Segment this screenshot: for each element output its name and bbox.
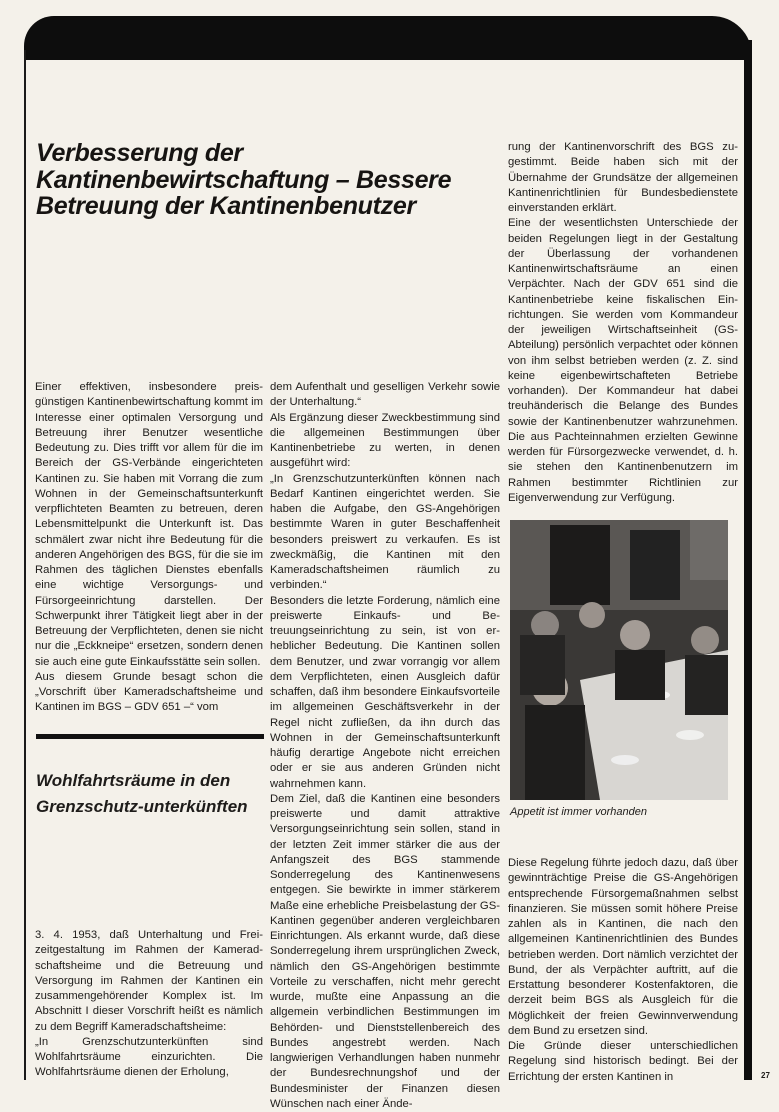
paragraph: Als Ergänzung dieser Zweckbestimmung sind die allgemeinen Bestimmungen über Kantinenbetriebe zu werten, in denen ausgeführt wird: [270,411,500,470]
paragraph: Die Gründe dieser unterschiedlichen Regelung sind historisch bedingt. Bei der Errichtung der ersten Kantinen in [508,1040,738,1083]
paragraph: „In Grenzschutzunterkünften sind Wohlfahrtsräume einzurichten. Die Wohlfahrtsräume dienen der Erholung, [35,1035,263,1079]
column-3-bottom [508,856,738,1085]
top-banner [24,16,752,60]
page-number: 27 [761,1071,770,1080]
canteen-photo [510,520,728,800]
left-border [24,50,26,1080]
column-1-top [35,380,263,716]
column-2 [270,380,500,1112]
paragraph: Diese Regelung führte jedoch dazu, daß über gewinnträchtige Preise die GS-Angehörigen entsprechende Fürsorgemaßnahmen selbst finanzieren. Sie müssen somit höhere Preise zahlen als in Kantinen, die nach den allgemeinen Kantinenrichtlinien des Bundes betrieben werden. Dort nämlich verzichtet der Bund, der als Verpächter auftritt, auf die Erstattung besonderer Kostenfaktoren, die derzeit beim BGS als Ausgleich für die Möglichkeit der freien Gewinnverwendung dem Bund zu ersetzen sind. [508,857,738,1037]
paragraph: 3. 4. 1953, daß Unterhaltung und Freizeitgestaltung im Rahmen der Kameradschaftsheime und die Betreuung und Versorgung im Rahmen der Kantinen ein zusammengehörender Komplex ist. Im Abschnitt I dieser Vorschrift heißt es nämlich zu dem Begriff Kameradschaftsheime: [35,929,263,1033]
paragraph: Aus diesem Grunde besagt schon die „Vorschrift über Kameradschaftsheime und Kantinen im BGS – GDV 651 –“ vom [35,670,263,714]
headline: Verbesserung der Kantinenbewirtschaftung – Bessere Betreuung der Kantinenbenutzer [36,139,452,220]
paragraph: „In Grenzschutzunterkünften können nach Bedarf Kantinen eingerichtet werden. Sie haben die Aufgabe, den GS-Angehörigen bestimmte Waren in guter Beschaffenheit besonders preiswert zu verkaufen. Es ist zweckmäßig, die Kantinen mit den Kameradschaftsheimen räumlich zu verbinden.“ [270,472,500,592]
paragraph: Dem Ziel, daß die Kantinen eine besonders preiswerte und damit attraktive Versorgungseinrichtung sein sollen, stand in der letzten Zeit immer stärker die aus der Anfangszeit des BGS stammende Sonderregelung des Kantinenwesens entgegen. Sie bewirkte in immer stärkerem Maße eine erhebliche Preisbelastung der GS-Kantinen gegenüber anderen vergleichbaren Einrichtungen. Als erkannt wurde, daß diese Sonderregelung ihrem ursprünglichen Zweck, nämlich den GS-Angehörigen bestimmte Vorteile zu verschaffen, nicht mehr gerecht wurde, mußte eine Anpassung an die allgemein verbindlichen Bestimmungen im Behörden- und Dienststellenbereich des Bundes angestrebt werden. Nach langwierigen Verhandlungen haben nunmehr der Bundesrechnungshof und der Bundesminister der Finanzen diesen Wünschen nach einer Ände- [270,792,500,1110]
subheading: Wohlfahrtsräume in den Grenzschutz-unterkünften [36,771,248,816]
photo-caption: Appetit ist immer vorhanden [510,806,647,818]
paragraph: Besonders die letzte Forderung, nämlich eine preiswerte Einkaufs- und Betreuungseinrichtung zu sein, ist von erheblicher Bedeutung. Die Kantinen sollen dem Benutzer, und zwar vorrangig vor allem dem Verpflichteten, einen Ausgleich dafür schaffen, daß ihm besondere Einkaufsvorteile im allgemeinen Geschäftsverkehr in der Regel nicht zufließen, da ihn durch das Wohnen in der Gemeinschaftsunterkunft häufig derartige Angebote nicht erreichen oder er sie aus anderen Gründen nicht wahrnehmen kann. [270,594,500,790]
canteen-photo-graphic [510,520,728,800]
column-1-bottom [35,928,263,1081]
paragraph: Einer effektiven, insbesondere preisgünstigen Kantinenbewirtschaftung kommt im Interesse einer optimalen Versorgung und Betreuung ihrer Benutzer wesentliche Bedeutung zu. Dies trifft vor allem für die im Bereich der GS-Verbände eingerichteten Kantinen zu. Sie haben mit Vorrang die zum Wohnen in der Gemeinschaftsunterkunft verpflichteten Beamten zu betreuen, deren Lebensmittelpunkt die Unterkunft ist. Das schmälert zwar nicht ihre Bedeutung für die anderen Angehörigen des BGS, für die sie im Rahmen des täglichen Dienstes ebenfalls eine wichtige Versorgungs- und Fürsorgeeinrichtung darstellen. Der Schwerpunkt ihrer Tätigkeit liegt aber in der Betreuung der Verpflichteten, denen sie nicht nur die „Eckkneipe“ ersetzen, sondern denen sie auch eine gute Einkaufsstätte sein sollen. [35,381,263,668]
paragraph: dem Aufenthalt und geselligen Verkehr sowie der Unterhaltung.“ [270,381,500,409]
right-border [744,40,752,1080]
paragraph: Eine der wesentlichsten Unterschiede der beiden Regelungen liegt in der Gestaltung der Überlassung der vorhandenen Kantinenwirtschaftsräume an einen Verpächter. Nach der GDV 651 sind die Kantinenbetriebe keine fiskalischen Einrichtungen. Sie werden vom Kommandeur der jeweiligen Wirtschaftseinheit (GS-Abteilung) persönlich verpachtet oder können von ihm selbst betrieben werden (z. Z. sind keine eigenbewirtschafteten Betriebe vorhanden). Der Kommandeur hat dabei treuhänderisch die Belange des Bundes sowie der Kantinenbenutzer wahrzunehmen. Die aus Pachteinnahmen erzielten Gewinne werden für Fürsorgezwecke verwendet, d. h. sie stehen den Kantinenbenutzern im Rahmen bestimmter Richtlinien zur Eigenverwendung zur Verfügung. [508,217,738,504]
section-rule [36,734,264,739]
column-3-top [508,140,738,506]
paragraph: rung der Kantinenvorschrift des BGS zugestimmt. Beide haben sich mit der Übernahme der Grundsätze der allgemeinen Kantinenrichtlinien für Bundesbedienstete einverstanden erklärt. [508,141,738,214]
